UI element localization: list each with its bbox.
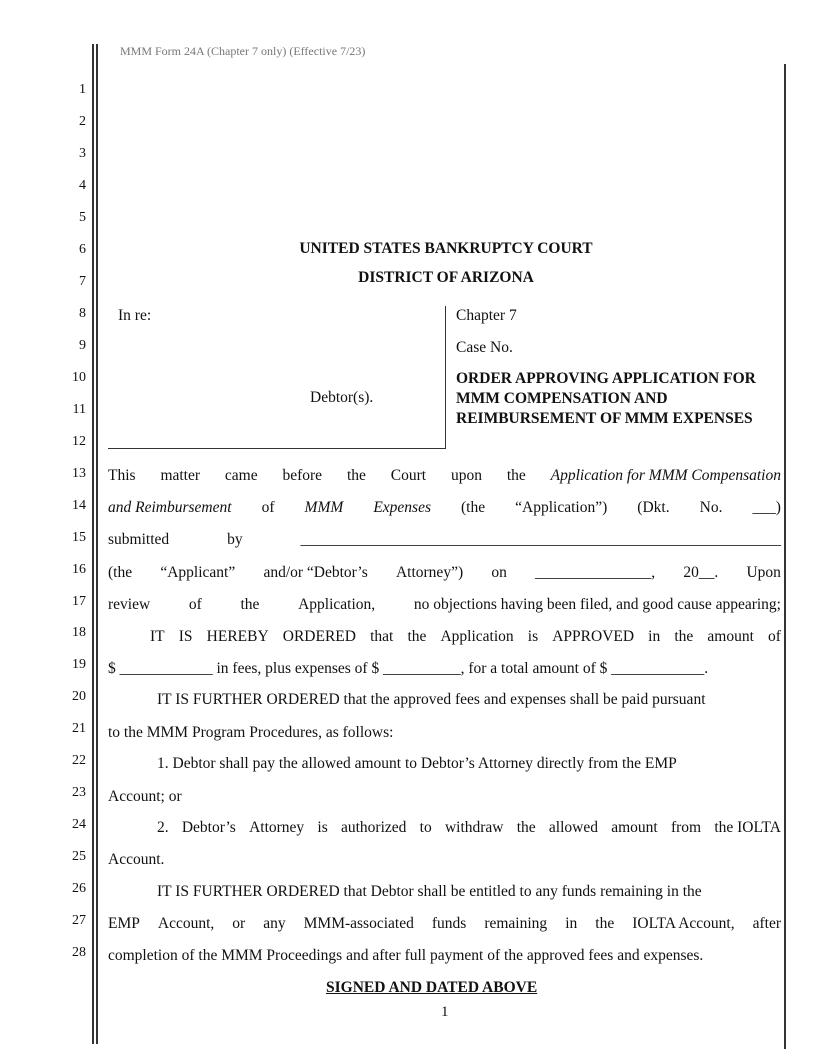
body-word: no objections having been filed, and good cause appearing; xyxy=(413,596,781,613)
case-number-label: Case No. xyxy=(456,339,513,356)
body-word: completion of the MMM Proceedings and after full payment of the approved fees and expenses. xyxy=(108,947,704,964)
line-number: 22 xyxy=(72,753,86,769)
body-word: Court xyxy=(390,467,427,484)
body-word: review xyxy=(108,596,151,613)
body-word: upon xyxy=(450,467,482,484)
body-word: HEREBY xyxy=(206,628,269,645)
body-word: of xyxy=(768,628,781,645)
line-number: 16 xyxy=(72,561,86,577)
body-word: Application, xyxy=(298,596,376,613)
line-number: 1 xyxy=(79,82,86,97)
body-line-25 xyxy=(108,851,781,869)
court-name: UNITED STATES BANKRUPTCY COURT xyxy=(299,240,593,257)
line-number: 26 xyxy=(72,881,86,897)
line-number: 7 xyxy=(79,273,86,289)
body-word: IS xyxy=(178,628,193,645)
line-number: 3 xyxy=(79,145,86,161)
body-word: the xyxy=(407,628,427,645)
chapter-label: Chapter 7 xyxy=(456,307,517,324)
body-word: Attorney”) xyxy=(395,564,464,581)
body-word: of xyxy=(261,499,275,516)
body-word: (the xyxy=(108,564,133,581)
body-line-14 xyxy=(108,499,781,517)
line-number: 24 xyxy=(72,817,86,833)
debtor-label: Debtor(s). xyxy=(310,389,374,406)
line-number: 5 xyxy=(79,209,86,225)
body-word: funds xyxy=(431,915,467,932)
body-word: is xyxy=(317,819,328,836)
right-margin-rule xyxy=(784,64,786,1049)
line-number: 21 xyxy=(72,721,86,737)
body-line-26 xyxy=(157,883,781,901)
body-word: IT xyxy=(150,628,165,645)
body-word: Upon xyxy=(746,564,781,581)
body-word: Debtor’s xyxy=(181,819,236,836)
body-word: and Reimbursement xyxy=(108,499,232,516)
body-word: $ ____________ in fees, plus expenses of $ __________, for a total amount of $ ____________. xyxy=(108,660,709,677)
order-title: ORDER APPROVING APPLICATION FOR MMM COMPENSATION AND REIMBURSEMENT OF MMM EXPENSES xyxy=(456,370,756,427)
body-word: Application for MMM Compensation xyxy=(550,467,781,484)
body-word: ___) xyxy=(752,499,781,516)
body-word: the xyxy=(240,596,260,613)
body-word: before xyxy=(282,467,323,484)
body-word: authorized xyxy=(340,819,407,836)
body-word: Account, xyxy=(157,915,215,932)
body-word: ______________________________________________________________ xyxy=(300,531,781,548)
body-word: after xyxy=(752,915,781,932)
body-word: amount xyxy=(707,628,754,645)
body-word: Account; or xyxy=(108,788,182,805)
body-word: IT IS FURTHER ORDERED that Debtor shall be entitled to any funds remaining in the xyxy=(157,883,702,900)
body-word: MMM-associated xyxy=(303,915,414,932)
body-word: Account. xyxy=(108,851,165,868)
line-number: 8 xyxy=(79,305,86,321)
body-word: (the xyxy=(461,499,486,516)
body-word: the xyxy=(674,628,694,645)
body-word: on xyxy=(491,564,507,581)
body-word: is xyxy=(527,628,539,645)
body-word: 20__. xyxy=(683,564,719,581)
line-number: 25 xyxy=(72,849,86,865)
body-line-21 xyxy=(108,724,781,742)
body-word: that xyxy=(370,628,394,645)
body-line-28 xyxy=(108,947,781,965)
body-word: 2. xyxy=(157,819,169,836)
body-word: submitted xyxy=(108,531,170,548)
body-word: ORDERED xyxy=(282,628,356,645)
body-line-19 xyxy=(108,660,781,678)
body-word: of xyxy=(188,596,202,613)
body-word: allowed xyxy=(548,819,598,836)
body-line-16 xyxy=(108,564,781,582)
line-number: 20 xyxy=(72,689,86,705)
body-word: IT IS FURTHER ORDERED that the approved fees and expenses shall be paid pursuant xyxy=(157,691,706,708)
line-number: 9 xyxy=(79,337,86,353)
body-word: No. xyxy=(699,499,723,516)
form-header: MMM Form 24A (Chapter 7 only) (Effective 7/23) xyxy=(120,44,366,58)
line-number: 11 xyxy=(72,401,86,417)
left-margin-rule-outer xyxy=(92,44,94,1044)
body-line-13 xyxy=(108,467,781,485)
line-number: 19 xyxy=(72,657,86,673)
body-word: from xyxy=(670,819,702,836)
line-number: 14 xyxy=(72,497,86,513)
body-word: by xyxy=(227,531,243,548)
body-line-17 xyxy=(108,596,781,614)
caption-divider xyxy=(445,306,446,449)
in-re-label: In re: xyxy=(118,307,152,324)
court-district: DISTRICT OF ARIZONA xyxy=(358,269,534,286)
line-number: 28 xyxy=(72,945,86,961)
signed-and-dated: SIGNED AND DATED ABOVE xyxy=(326,979,538,996)
body-word: APPROVED xyxy=(552,628,635,645)
body-line-24 xyxy=(157,819,781,837)
body-word: the xyxy=(346,467,366,484)
body-word: _______________, xyxy=(535,564,656,581)
body-line-27 xyxy=(108,915,781,933)
body-word: withdraw xyxy=(444,819,504,836)
body-word: EMP xyxy=(108,915,140,932)
body-word: (Dkt. xyxy=(637,499,670,516)
line-number: 10 xyxy=(72,369,86,385)
page-number: 1 xyxy=(441,1004,449,1020)
line-number: 27 xyxy=(72,913,86,929)
body-word: in xyxy=(648,628,661,645)
body-line-18 xyxy=(150,628,781,646)
body-word: 1. Debtor shall pay the allowed amount to Debtor’s Attorney directly from the EMP xyxy=(157,755,677,772)
body-word: This xyxy=(108,467,136,484)
body-word: to the MMM Program Procedures, as follows: xyxy=(108,724,394,741)
body-word: the xyxy=(516,819,536,836)
line-number: 2 xyxy=(79,113,86,129)
body-line-23 xyxy=(108,788,781,806)
body-word: the IOLTA xyxy=(714,819,781,836)
body-word: Application xyxy=(440,628,514,645)
body-word: or xyxy=(232,915,246,932)
body-word: in xyxy=(565,915,578,932)
line-number: 4 xyxy=(79,177,86,193)
body-word: Attorney xyxy=(249,819,305,836)
body-line-15 xyxy=(108,531,781,549)
line-number: 18 xyxy=(72,625,86,641)
left-margin-rule-inner xyxy=(96,44,98,1044)
body-word: “Applicant” xyxy=(160,564,236,581)
body-word: came xyxy=(224,467,258,484)
body-word: Expenses xyxy=(373,499,431,516)
body-word: any xyxy=(263,915,286,932)
body-word: the xyxy=(506,467,526,484)
line-number: 23 xyxy=(72,785,86,801)
line-number: 15 xyxy=(72,529,86,545)
body-line-20 xyxy=(157,691,781,709)
body-word: amount xyxy=(611,819,658,836)
line-number: 12 xyxy=(72,433,86,449)
body-word: IOLTA Account, xyxy=(632,915,735,932)
body-word: “Application”) xyxy=(515,499,608,516)
body-word: and/or “Debtor’s xyxy=(263,564,368,581)
body-word: MMM xyxy=(304,499,344,516)
line-number: 6 xyxy=(79,241,86,257)
body-line-22 xyxy=(157,755,781,773)
body-word: to xyxy=(419,819,432,836)
body-word: the xyxy=(595,915,615,932)
line-number: 17 xyxy=(72,593,86,609)
caption-bottom-rule xyxy=(108,448,445,449)
line-number: 13 xyxy=(72,465,86,481)
body-word: remaining xyxy=(484,915,548,932)
body-word: matter xyxy=(160,467,201,484)
